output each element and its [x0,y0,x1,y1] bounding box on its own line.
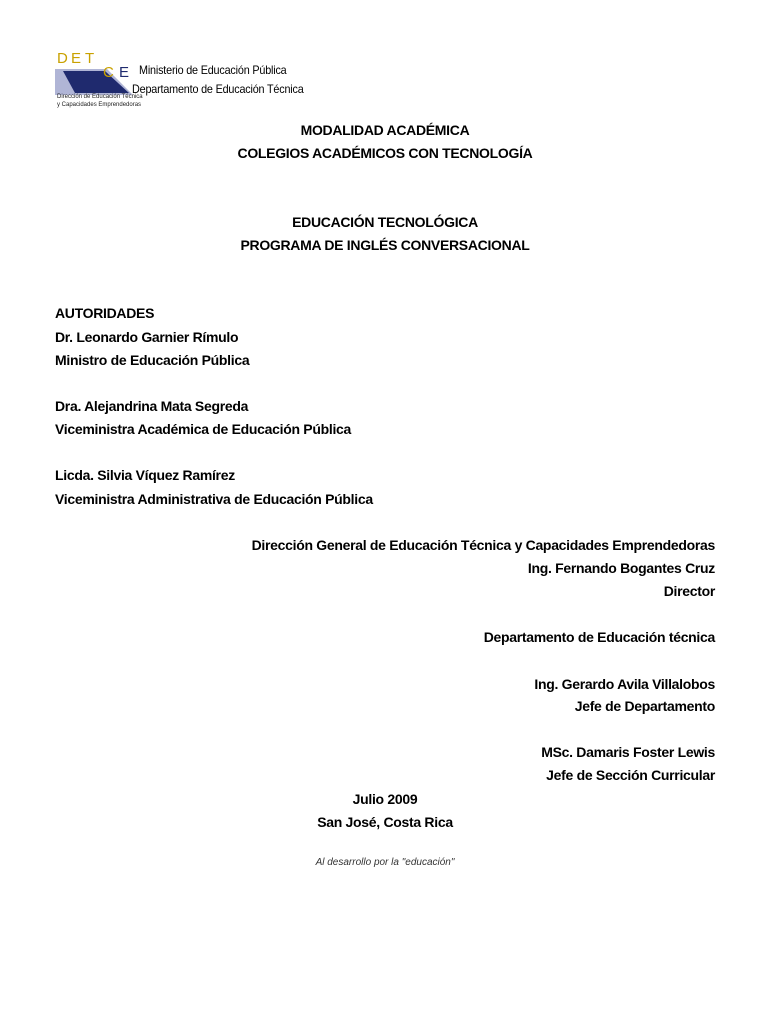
director-name: Ing. Fernando Bogantes Cruz [527,560,715,576]
title-modality: MODALIDAD ACADÉMICA [300,122,470,138]
header-ministry: Ministerio de Educación Pública [139,63,287,77]
document-date: Julio 2009 [352,791,418,807]
logo-letter-c: C [103,64,114,81]
logo-letter-t: T [85,50,95,67]
section-head-role: Jefe de Sección Curricular [546,767,715,783]
title-colleges: COLEGIOS ACADÉMICOS CON TECNOLOGÍA [237,145,533,161]
authority-name: Dr. Leonardo Garnier Rímulo [55,329,239,345]
detce-logo [55,47,143,111]
authority-role: Ministro de Educación Pública [55,352,250,368]
logo-subtitle-2: y Capacidades Emprendedoras [57,102,142,108]
department-head-name: Ing. Gerardo Avila Villalobos [534,676,715,692]
authority-name: Dra. Alejandrina Mata Segreda [55,398,249,414]
authority-role: Viceministra Administrativa de Educación Pública [55,491,373,507]
authority-role: Viceministra Académica de Educación Pública [55,421,352,437]
detce-logo-graphic [55,47,135,99]
authority-name: Licda. Silvia Víquez Ramírez [55,467,235,483]
logo-letter-e2: E [119,64,130,81]
authorities-heading: AUTORIDADES [55,305,155,321]
department-head-role: Jefe de Departamento [574,698,715,714]
logo-letter-e1: E [71,50,82,67]
title-program: PROGRAMA DE INGLÉS CONVERSACIONAL [240,237,530,253]
section-head-name: MSc. Damaris Foster Lewis [541,744,715,760]
logo-letters-det: D [57,50,71,67]
header-department: Departamento de Educación Técnica [132,82,304,96]
director-role: Director [663,583,715,599]
document-place: San José, Costa Rica [317,814,453,830]
title-education: EDUCACIÓN TECNOLÓGICA [292,214,478,230]
logo-subtitle-1: Dirección de Educación Técnica [57,94,143,100]
motto: Al desarrollo por la "educación" [315,857,455,868]
directorate-general: Dirección General de Educación Técnica y Capacidades Emprendedoras [251,537,715,553]
department-name: Departamento de Educación técnica [483,629,715,645]
